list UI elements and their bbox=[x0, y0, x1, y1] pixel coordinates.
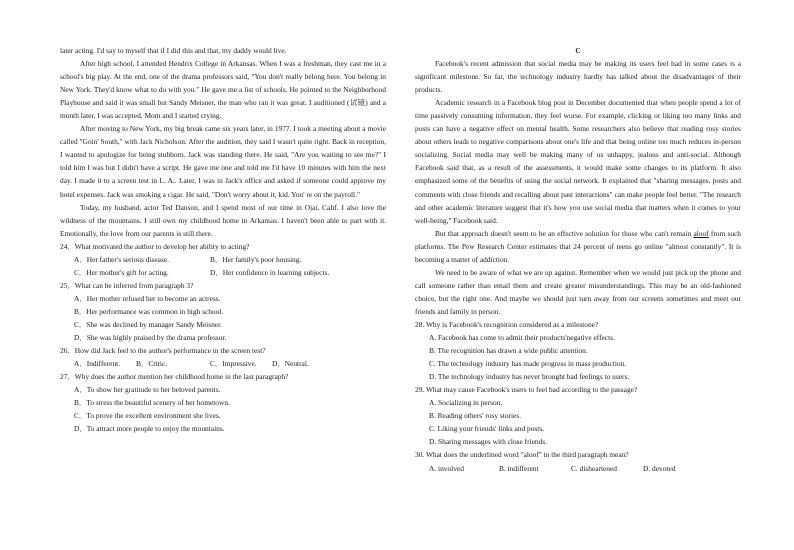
question-28 bbox=[415, 318, 741, 383]
option-c: C．To prove the excellent environment she lives. bbox=[74, 411, 221, 421]
option-a: A．To show her gratitude to her beloved parents. bbox=[74, 385, 221, 395]
options-row bbox=[415, 462, 741, 475]
options-row bbox=[60, 266, 386, 279]
option-a: A．Her father's serious disease. bbox=[74, 254, 169, 264]
option-a: A．Her mother refused her to become an actress. bbox=[74, 293, 221, 303]
question-stem: 26．How did Jack feel to the author's performance in the screen test? bbox=[60, 346, 266, 356]
options-row bbox=[60, 357, 386, 370]
passage-paragraph-1: later acting. I'd say to myself that if I did this and that, my daddy would live. bbox=[60, 46, 287, 55]
question-stem: 28. Why is Facebook's recognition considered as a milestone? bbox=[415, 319, 599, 329]
option-c: C．Her mother's gift for acting. bbox=[74, 267, 169, 277]
option-b: B．Critic. bbox=[136, 359, 167, 369]
option-b: B．Her performance was common in high school. bbox=[74, 306, 224, 316]
passage-paragraph-2: Academic research in a Facebook blog post in December documented that when people spend a lot of time passively consuming information, they feel worse. For example, clicking or liking too many links and posts can have a negative effect on mental health. Some researchers also believe that reading rosy stories about others leads to negative comparisons about one's life and that being online too much reduces in-person socializing. Social media may well be making many of us unhappy, jealous and anti-social. Although Facebook said that, as a result of the assessments, it would make some changes to its platform. It also emphasized some of the benefits of using the social network. It explained that "sharing messages, posts and comments with close friends and recalling about past interactions" can make people feel better. "The research and other academic literature suggest that it's how you use social media that matters when it comes to your well-being," Facebook said. bbox=[415, 98, 741, 225]
question-26 bbox=[60, 344, 386, 370]
paragraph-text: But that approach doesn't seem to be an effective solution for those who can't remain bbox=[435, 228, 694, 238]
option-b: B．Her family's poor housing. bbox=[210, 254, 302, 264]
passage-paragraph-4: Today, my husband, actor Ted Danson, and I spend most of our time in Ojai, Calif. I also love the wildness of the mountains. I still own my childhood home in Arkansas. I haven't been able to part with it. Emotionally, the love from our parents is still there. bbox=[60, 202, 386, 238]
option-a: A. Facebook has come to admit their products'negative effects. bbox=[429, 333, 615, 343]
question-stem: 29. What may cause Facebook's users to feel bad according to the passage? bbox=[415, 385, 638, 395]
question-27 bbox=[60, 370, 386, 435]
right-column bbox=[415, 44, 741, 475]
paragraph-text: from such platforms. The Pew Research Center estimates that 24 percent of teens go online "almost constantly". It is becoming a matter of addiction. bbox=[415, 228, 741, 264]
question-25 bbox=[60, 279, 386, 344]
question-30 bbox=[415, 448, 741, 474]
option-c: C. The technology industry has made progress in mass production. bbox=[429, 359, 627, 369]
passage-paragraph-4: We need to be aware of what we are up against. Remember when we would just pick up the phone and call someone rather than email them and create greater misunderstandings. This may be an old-fashioned choice, but the right one. And maybe we should just turn away from our screens sometimes and meet our friends and family in person. bbox=[415, 267, 741, 316]
question-stem: 25．What can be inferred from paragraph 3? bbox=[60, 280, 194, 290]
option-c: C. Liking your friends' links and posts. bbox=[429, 424, 545, 434]
passage-paragraph-1: Facebook's recent admission that social media may be making its users feel bad in some cases is a significant milestone. So far, the technology industry hardly has talked about the disadvantages of their products. bbox=[415, 59, 741, 95]
option-b: B. Reading others' rosy stories. bbox=[429, 411, 522, 421]
question-stem: 24．What motivated the author to develop her ability to acting? bbox=[60, 241, 250, 251]
passage-paragraph-3: After moving to New York, my big break came six years later, in 1977. I took a meeting about a movie called "Goin' South," with Jack Nicholson. After the audition, they said I wasn't quite right. Back in reception, I wanted to apologize for being stubborn. Jack was standing there. He said, "Are you waiting to see me?" I told him I was but I didn't have a script. He gave me one and told me I'd have 10 minutes with him the next day. I made it to a screen test in L. A.. Later, I was in Jack's office and asked if someone could approve my hotel expenses. Jack was smoking a cigar. He said, "Don't worry about it, kid. You' re on the payroll." bbox=[60, 124, 386, 199]
passage-paragraph-3 bbox=[415, 227, 741, 266]
passage-heading: C bbox=[575, 46, 581, 55]
option-d: D．Neutral. bbox=[272, 359, 309, 369]
option-b: B. The recognition has drawn a wide public attention. bbox=[429, 346, 588, 356]
option-d: D. The technology industry has never brought bad feelings to users. bbox=[429, 372, 630, 382]
option-a: A. Socializing in person. bbox=[429, 398, 503, 408]
option-c: C．Impressive. bbox=[210, 359, 257, 369]
option-a: A. involved bbox=[429, 463, 464, 473]
question-stem: 27．Why does the author mention her childhood home in the last paragraph? bbox=[60, 372, 289, 382]
left-column bbox=[60, 44, 386, 435]
option-d: D．Her confidence in learning subjects. bbox=[210, 267, 330, 277]
option-d: D．To attract more people to enjoy the mountains. bbox=[74, 424, 225, 434]
options-row bbox=[60, 253, 386, 266]
option-c: C．She was declined by manager Sandy Meisner. bbox=[74, 319, 222, 329]
option-d: D．She was highly praised by the drama professor. bbox=[74, 333, 227, 343]
option-b: B. indifferent bbox=[499, 463, 539, 473]
question-29 bbox=[415, 383, 741, 448]
option-d: D. Sharing messages with close friends. bbox=[429, 437, 548, 447]
option-a: A．Indifferent. bbox=[74, 359, 121, 369]
option-b: B．To stress the beautiful scenery of her hometown. bbox=[74, 398, 230, 408]
option-d: D. devoted bbox=[643, 463, 676, 473]
passage-paragraph-2: After high school, I attended Hendrix College in Arkansas. When I was a freshman, they cast me in a school's big play. At the end, one of the drama professors said, "You don't really belong here. You belong in New York. They'd know what to do with you." He gave me a list of schools. He pointed to the Neighborhood Playhouse and said it was small but Sandy Meisner, the man who ran it was great. I auditioned (试镜) and a month later, I was accepted. Mom and I started crying. bbox=[60, 59, 386, 121]
option-c: C. disheartened bbox=[571, 463, 617, 473]
question-stem: 30. What does the underlined word "aloof" in the third paragraph mean? bbox=[415, 450, 629, 460]
underlined-word: aloof bbox=[693, 228, 709, 238]
question-24 bbox=[60, 240, 386, 279]
